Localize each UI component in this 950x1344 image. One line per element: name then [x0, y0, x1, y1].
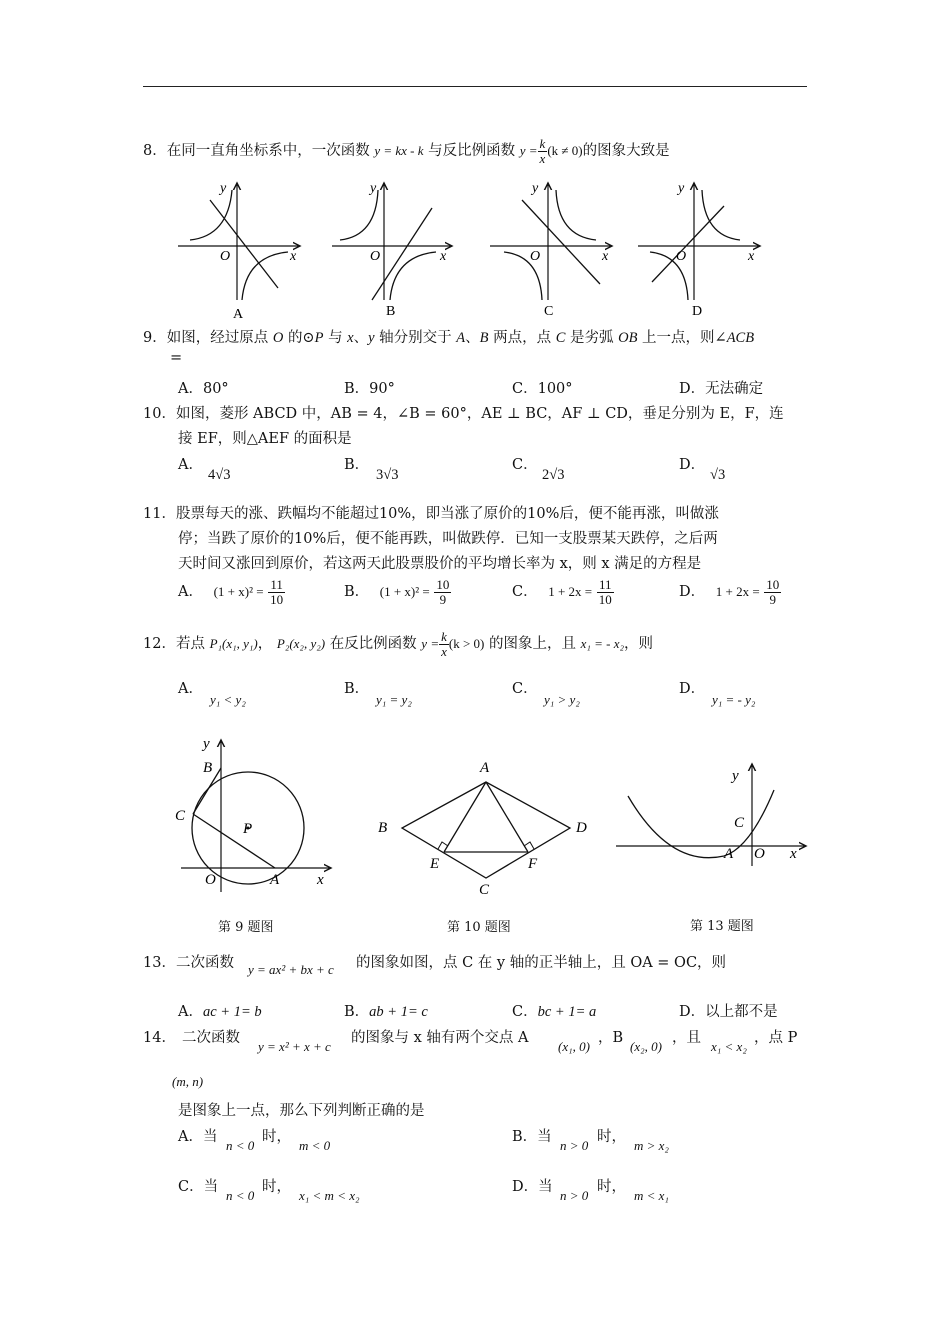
label-e: E: [430, 856, 440, 872]
question-14-text-e: ，点 P: [754, 1030, 798, 1046]
y-label: y: [220, 181, 227, 196]
figure-10-caption: 第 10 题图: [447, 920, 511, 935]
option-label: C．: [512, 584, 538, 601]
question-number: 14．: [143, 1030, 176, 1046]
q12-option-c-value: y₁ > y₂: [544, 692, 580, 707]
q12-option-d: [679, 677, 705, 698]
linear-formula: y = kx - k: [374, 143, 424, 159]
figure-9: [165, 732, 345, 892]
q14-option-d-cond: n > 0: [560, 1188, 589, 1203]
option-label: A．: [178, 381, 203, 397]
text: 两点，点: [493, 330, 552, 346]
question-number: 9．: [143, 330, 167, 346]
point-p1: P₁(x₁, y₁): [209, 636, 258, 652]
segment-ae: [444, 782, 486, 852]
q12-option-c: [512, 677, 538, 698]
question-13-stem: [143, 951, 234, 972]
origin-label: O: [530, 249, 541, 264]
text: 、: [465, 330, 480, 346]
y-label: y: [370, 181, 377, 196]
label-o: O: [205, 872, 216, 888]
option-label: D．: [679, 681, 706, 697]
segment-ca: [193, 814, 275, 868]
q11-option-a: [178, 578, 285, 606]
q9-option-c: [512, 377, 573, 398]
hyperbola-branch: [190, 190, 232, 240]
question-number: 13．: [143, 955, 176, 971]
text: 与反比例函数: [428, 143, 516, 160]
option-value: 90°: [369, 381, 395, 397]
denominator: 10: [270, 591, 284, 607]
point-c: C: [555, 330, 566, 346]
equation-lhs: 1 + 2x =: [715, 584, 760, 600]
q14-option-c-res: x₁ < m < x₂: [299, 1188, 360, 1203]
point-b-coords: (x₂, 0): [630, 1039, 662, 1054]
q13-option-c: [512, 1000, 596, 1021]
x-label: x: [440, 249, 447, 264]
question-12-stem: [143, 630, 653, 658]
question-14-text-d: ，且: [672, 1030, 701, 1046]
label-f: F: [528, 856, 538, 872]
option-label: C: [544, 304, 554, 319]
question-number: 12．: [143, 636, 176, 653]
option-label: B: [386, 304, 396, 319]
hyperbola-branch: [556, 190, 596, 240]
q12-option-a: [178, 677, 203, 698]
point-a: A: [456, 330, 466, 346]
figure-9-caption: 第 9 题图: [218, 920, 274, 935]
question-9-stem: [143, 326, 754, 347]
text: 如图，菱形 ABCD 中，AB = 4，∠B = 60°，AE ⊥ BC，AF ⊥ CD，垂足分别为 E，F，连: [175, 406, 784, 422]
text: 的⊙: [287, 330, 315, 346]
option-label: A．: [178, 1004, 203, 1020]
option-value: 以上都不是: [705, 1004, 778, 1020]
label-c: C: [175, 808, 186, 824]
text: 股票每天的涨、跌幅均不能超过10%，即当涨了原价的10%后，便不能再涨，叫做涨: [175, 506, 719, 522]
text: 如图，经过原点: [166, 330, 269, 346]
q13-option-d: [679, 1000, 778, 1021]
option-label: C．: [512, 457, 538, 473]
y-label: y: [732, 768, 739, 784]
text: ，则: [624, 636, 654, 653]
question-13-formula: y = ax² + bx + c: [248, 962, 334, 977]
line: [652, 206, 724, 282]
q9-option-a: [178, 377, 229, 398]
y-label: y: [203, 736, 210, 752]
denominator: 9: [769, 591, 777, 607]
question-11-line2: 停；当跌了原价的10%后，便不能再跌，叫做跌停．已知一支股票某天跌停，之后两: [178, 531, 718, 547]
question-14-text-c: ，B: [598, 1030, 624, 1046]
text: 是劣弧: [569, 330, 614, 346]
fraction: [764, 578, 781, 606]
option-label: D．: [679, 381, 706, 397]
q10-option-a: [178, 453, 203, 474]
option-label: A．: [178, 457, 203, 473]
q10-option-c-value: 2√3: [542, 467, 565, 483]
line: [522, 200, 600, 284]
q14-option-d-res: m < x₁: [634, 1188, 669, 1203]
option-label: B．: [344, 381, 370, 397]
option-label: C．当: [178, 1179, 219, 1195]
q14-option-a-cond: n < 0: [226, 1138, 255, 1153]
header-rule: [143, 86, 807, 87]
option-label: D．: [679, 1004, 706, 1020]
option-label: A: [233, 307, 244, 322]
q12-option-b: [344, 677, 369, 698]
option-value: 无法确定: [705, 381, 764, 397]
x-label: x: [602, 249, 609, 264]
text: 在反比例函数: [329, 636, 417, 653]
q9-option-d: [679, 377, 763, 398]
question-13-text: 的图象如图，点 C 在 y 轴的正半轴上，且 OA = OC，则: [356, 955, 727, 971]
equation-lhs: 1 + 2x =: [548, 584, 593, 600]
figure-13: [610, 758, 810, 868]
origin-label: O: [220, 249, 231, 264]
option-label: D．当: [512, 1179, 553, 1195]
x-label: x: [790, 846, 797, 862]
inverse-condition: (k > 0): [448, 636, 485, 652]
text: 的图象大致是: [582, 143, 670, 160]
option-label: D．: [679, 584, 706, 601]
numerator: 10: [766, 577, 780, 592]
text: 在同一直角坐标系中，一次函数: [166, 143, 370, 160]
text: ，: [257, 636, 273, 653]
y-label: y: [532, 181, 539, 196]
q10-option-b-value: 3√3: [376, 467, 399, 483]
q10-option-c: [512, 453, 538, 474]
q13-option-a: [178, 1000, 262, 1021]
q11-option-d: [679, 578, 781, 606]
arc-ob: OB: [618, 330, 638, 346]
point-o: O: [272, 330, 284, 346]
label-c: C: [734, 815, 745, 831]
text: 、: [353, 330, 369, 346]
q14-option-d: [512, 1175, 553, 1196]
q14-option-c-cond: n < 0: [226, 1188, 255, 1203]
question-14-stem: [143, 1026, 240, 1047]
question-10-line1: [143, 402, 784, 423]
axis-x: x: [347, 330, 354, 346]
q10-option-d-value: √3: [710, 467, 726, 483]
option-label: D．: [679, 457, 706, 473]
option-value: bc + 1= a: [537, 1004, 597, 1020]
graph-option-b: [332, 181, 452, 319]
option-label: C．: [512, 681, 538, 697]
option-value: ac + 1= b: [202, 1004, 262, 1020]
figure-10: [370, 752, 600, 902]
angle-acb: ACB: [726, 330, 755, 346]
q10-option-d: [679, 453, 705, 474]
question-14-text-b: 的图象与 x 轴有两个交点 A: [351, 1030, 529, 1046]
label-a: A: [270, 872, 280, 888]
numerator: 11: [268, 578, 285, 593]
graph-option-d: [638, 181, 760, 319]
point-p-coords: (m, n): [172, 1074, 204, 1089]
question-10-line2: 接 EF，则△AEF 的面积是: [178, 431, 352, 447]
question-11-line3: 天时间又涨回到原价，若这两天此股票股价的平均增长率为 x，则 x 满足的方程是: [178, 556, 702, 572]
hyperbola-branch: [702, 190, 740, 240]
inverse-fraction: [538, 137, 548, 165]
label-a: A: [724, 846, 734, 862]
q10-option-a-value: 4√3: [208, 467, 231, 483]
option-label: C．: [512, 1004, 538, 1020]
q11-option-c: [512, 578, 614, 606]
label-p: P: [243, 821, 253, 837]
point-a-coords: (x₁, 0): [558, 1039, 590, 1054]
segment-af: [486, 782, 528, 852]
numerator: 10: [436, 577, 450, 592]
question-14-formula: y = x² + x + c: [258, 1039, 331, 1054]
q14-option-b-res: m > x₂: [634, 1138, 669, 1153]
option-label: B．: [344, 681, 370, 697]
option-label: A．当: [178, 1129, 218, 1145]
q14-option-a-when: 时，: [262, 1129, 291, 1145]
point-b: B: [479, 330, 489, 346]
label-o: O: [754, 846, 765, 862]
numerator: k: [441, 629, 447, 644]
inverse-formula-lhs: y =: [519, 143, 538, 159]
option-label: A．: [178, 681, 203, 697]
label-b: B: [203, 760, 213, 776]
condition: x₁ = - x₂: [580, 636, 625, 652]
numerator: k: [539, 136, 546, 151]
equation-lhs: (1 + x)² =: [213, 584, 264, 600]
denominator: x: [441, 643, 447, 659]
q14-option-d-when: 时，: [597, 1179, 626, 1195]
fraction: [268, 578, 285, 606]
fraction: [434, 578, 451, 606]
label-b: B: [378, 820, 388, 836]
denominator: x: [539, 150, 546, 166]
line: [210, 200, 278, 288]
label-c: C: [479, 882, 490, 898]
figure-13-caption: 第 13 题图: [690, 919, 754, 934]
option-label: A．: [178, 584, 203, 601]
question-number: 8．: [143, 143, 167, 160]
question-14-line2: 是图象上一点，那么下列判断正确的是: [178, 1103, 425, 1119]
hyperbola-branch: [242, 252, 288, 300]
label-a: A: [480, 760, 490, 776]
q12-option-d-value: y₁ = - y₂: [712, 692, 756, 707]
hyperbola-branch: [340, 190, 378, 240]
origin-label: O: [676, 249, 687, 264]
denominator: 10: [598, 591, 612, 607]
question-9-equals: =: [170, 350, 183, 366]
option-value: 100°: [537, 381, 573, 397]
text: 上一点，则∠: [642, 330, 727, 346]
y-label: y: [678, 181, 685, 196]
graph-option-c: [490, 181, 612, 319]
denominator: 9: [439, 591, 447, 607]
question-11-line1: [143, 502, 719, 523]
condition-x1-x2: x₁ < x₂: [711, 1039, 747, 1054]
question-8-graphs: [170, 178, 770, 323]
question-number: 11．: [143, 506, 176, 522]
question-8-stem: [143, 137, 670, 165]
option-label: B．: [344, 457, 370, 473]
text: 的图象上，且: [488, 636, 576, 653]
q14-option-c-when: 时，: [262, 1179, 291, 1195]
text: 若点: [175, 636, 205, 653]
q14-option-b-cond: n > 0: [560, 1138, 589, 1153]
axis-y: y: [368, 330, 375, 346]
q12-option-a-value: y₁ < y₂: [210, 692, 246, 707]
q10-option-b: [344, 453, 369, 474]
q14-option-a-res: m < 0: [299, 1138, 331, 1153]
graph-option-a: [178, 181, 300, 322]
question-number: 10．: [143, 406, 176, 422]
origin-label: O: [370, 249, 381, 264]
q14-option-b-when: 时，: [597, 1129, 626, 1145]
text: 与: [328, 330, 343, 346]
equation-lhs: (1 + x)² =: [379, 584, 430, 600]
option-label: C．: [512, 381, 538, 397]
option-value: ab + 1= c: [369, 1004, 428, 1020]
text: 二次函数: [181, 1030, 240, 1046]
q9-option-b: [344, 377, 395, 398]
x-label: x: [317, 872, 324, 888]
q14-option-b: [512, 1125, 552, 1146]
rhombus-abcd: [402, 782, 570, 878]
text: 轴分别交于: [379, 330, 452, 346]
fraction: [597, 578, 614, 606]
q13-option-b: [344, 1000, 428, 1021]
option-label: B．当: [512, 1129, 552, 1145]
q11-option-b: [344, 578, 451, 606]
q14-option-a: [178, 1125, 217, 1146]
option-value: 80°: [202, 381, 229, 397]
numerator: 11: [597, 578, 614, 593]
point-p: P: [314, 330, 324, 346]
label-d: D: [576, 820, 587, 836]
text: 二次函数: [175, 955, 234, 971]
q12-option-b-value: y₁ = y₂: [376, 692, 412, 707]
q14-option-c: [178, 1175, 218, 1196]
inverse-lhs: y =: [421, 636, 440, 652]
option-label: D: [692, 304, 703, 319]
option-label: B．: [344, 1004, 370, 1020]
hyperbola-branch: [390, 252, 436, 300]
x-label: x: [748, 249, 755, 264]
point-p2: P₂(x₂, y₂): [276, 636, 326, 652]
x-label: x: [290, 249, 297, 264]
option-label: B．: [344, 584, 370, 601]
inverse-fraction: [439, 630, 449, 658]
inverse-condition: (k ≠ 0): [547, 143, 583, 159]
